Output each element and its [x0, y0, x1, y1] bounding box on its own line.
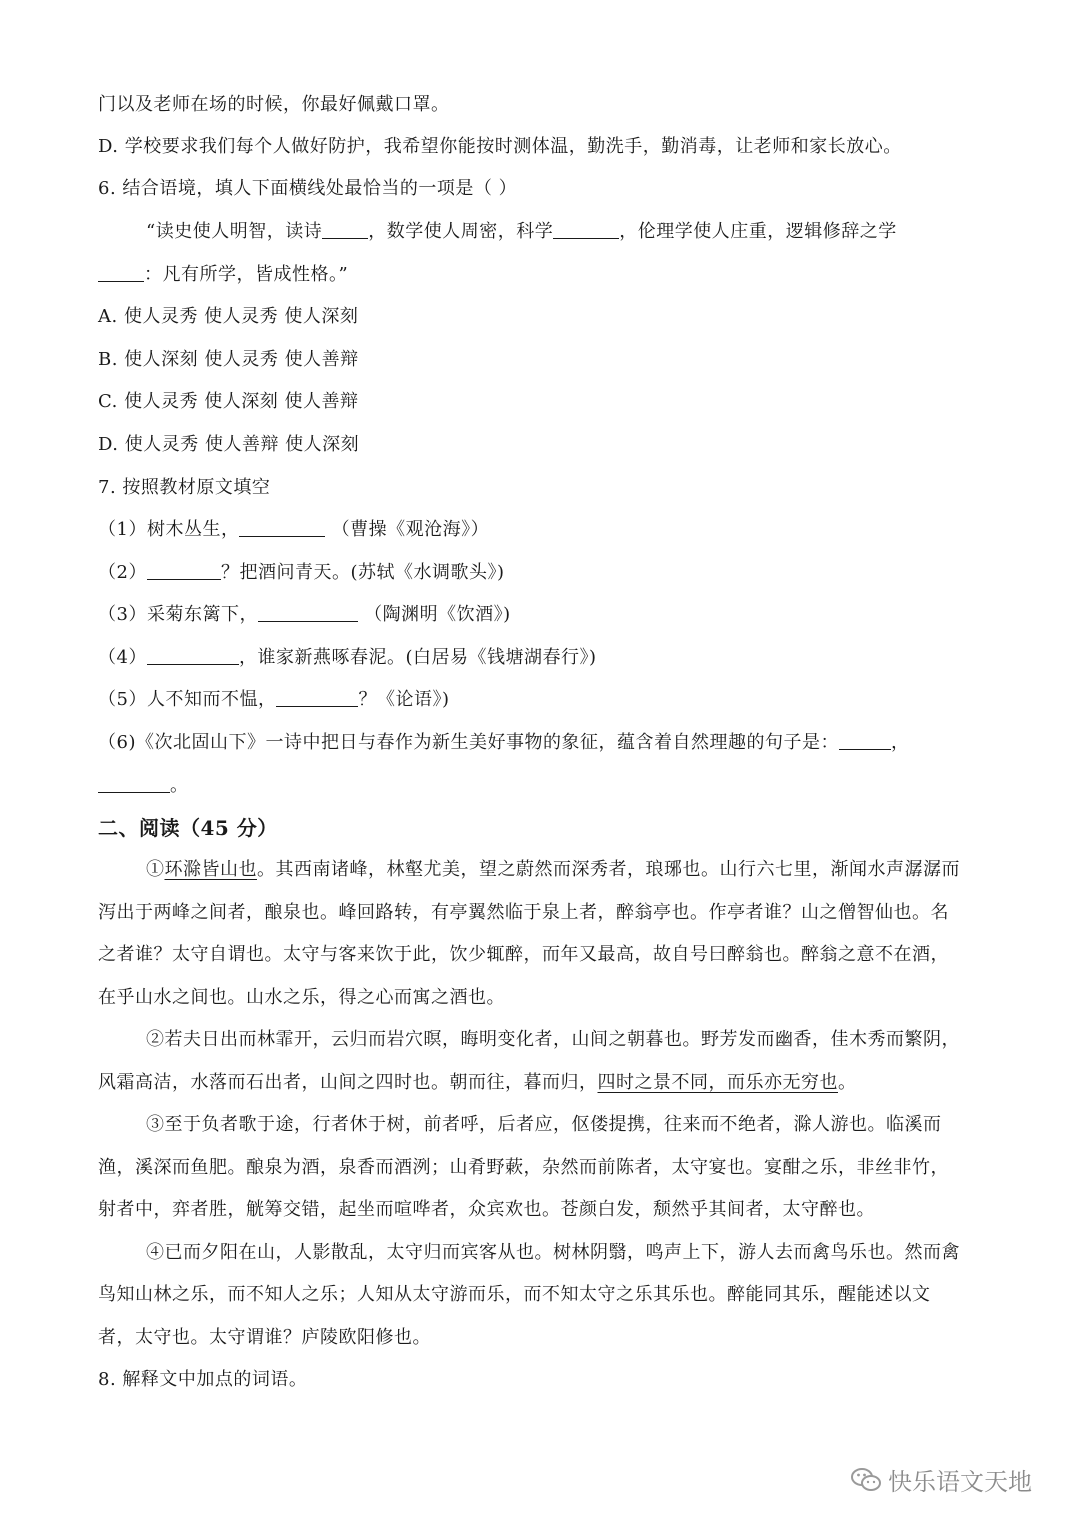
- text-line: 门以及老师在场的时候，你最好佩戴口罩。: [98, 94, 450, 115]
- paragraph-1-line: 在乎山水之间也。山水之乐，得之心而寓之酒也。: [98, 987, 505, 1008]
- blank-line: [147, 561, 221, 580]
- section-heading: 二、阅读（45 分）: [98, 816, 278, 840]
- wechat-icon: [850, 1467, 882, 1493]
- para-text: 。: [838, 1072, 857, 1093]
- para-number: ①: [146, 859, 165, 880]
- blank-line: [553, 220, 619, 239]
- fill-item-1: [98, 517, 489, 543]
- paragraph-4-line: 者，太守也。太守谓谁？庐陵欧阳修也。: [98, 1327, 431, 1348]
- underlined-text: 环滁皆山也: [164, 859, 257, 880]
- watermark-text: 快乐语文天地: [888, 1468, 1032, 1496]
- paragraph-3: ③至于负者歌于途，行者休于树，前者呼，后者应，伛偻提携，往来而不绝者，滁人游也。临溪而: [146, 1114, 942, 1135]
- para-text: 。其西南诸峰，林壑尤美，望之蔚然而深秀者，琅琊也。山行六七里，渐闻水声潺潺而: [257, 859, 960, 880]
- paragraph-1-line: 之者谁？太守自谓也。太守与客来饮于此，饮少辄醉，而年又最高，故自号曰醉翁也。醉翁之意不在酒，: [98, 944, 949, 965]
- blank-line: [839, 731, 891, 750]
- paragraph-1-line: 泻出于两峰之间者，酿泉也。峰回路转，有亭翼然临于泉上者，醉翁亭也。作亭者谁？山之僧智仙也。名: [98, 902, 949, 923]
- option-d: D. 使人灵秀 使人善辩 使人深刻: [98, 434, 360, 455]
- passage-text: “读史使人明智，读诗: [146, 221, 323, 242]
- question-6-passage: [146, 219, 897, 245]
- question-8: 8. 解释文中加点的词语。: [98, 1369, 308, 1390]
- fill-item-6-cont: [98, 773, 189, 799]
- option-c: C. 使人灵秀 使人深刻 使人善辩: [98, 391, 359, 412]
- item-source: ？把酒问青天。(苏轼《水调歌头》): [220, 562, 505, 583]
- item-source: ？《论语》): [358, 689, 450, 710]
- fill-item-5: [98, 687, 449, 713]
- question-6: 6. 结合语境，填人下面横线处最恰当的一项是（ ）: [98, 178, 518, 199]
- item-text: 。: [170, 775, 189, 796]
- item-source: （陶渊明《饮酒》): [357, 604, 511, 625]
- paragraph-3-line: 渔，溪深而鱼肥。酿泉为酒，泉香而酒洌；山肴野蔌，杂然而前陈者，太守宴也。宴酣之乐，非丝非竹，: [98, 1157, 949, 1178]
- passage-text: ，伦理学使人庄重，逻辑修辞之学: [619, 221, 897, 242]
- item-text: （5）人不知而不愠，: [98, 689, 277, 710]
- paragraph-4: ④已而夕阳在山，人影散乱，太守归而宾客从也。树林阴翳，鸣声上下，游人去而禽鸟乐也。然而禽: [146, 1242, 960, 1263]
- paragraph-1: [146, 857, 960, 883]
- paragraph-2: ②若夫日出而林霏开，云归而岩穴暝，晦明变化者，山间之朝暮也。野芳发而幽香，佳木秀而繁阴，: [146, 1029, 960, 1050]
- question-6-passage-cont: [98, 262, 348, 288]
- fill-item-2: [98, 560, 505, 586]
- paragraph-3-line: 射者中，弈者胜，觥筹交错，起坐而喧哗者，众宾欢也。苍颜白发，颓然乎其间者，太守醉也。: [98, 1199, 875, 1220]
- item-text: ，: [890, 732, 910, 753]
- passage-text: ，数学使人周密，科学: [368, 221, 554, 242]
- blank-line: [98, 774, 170, 793]
- item-text: （4）: [98, 647, 147, 668]
- blank-line: [258, 603, 358, 622]
- fill-item-6: [98, 730, 909, 756]
- underlined-text: 四时之景不同，而乐亦无穷也: [597, 1072, 838, 1093]
- para-text: 风霜高洁，水落而石出者，山间之四时也。朝而往，暮而归，: [98, 1072, 598, 1093]
- item-source: ，谁家新燕啄春泥。(白居易《钱塘湖春行》): [238, 647, 597, 668]
- fill-item-3: [98, 602, 511, 628]
- blank-line: [147, 646, 239, 665]
- passage-text: ：凡有所学，皆成性格。”: [144, 264, 349, 285]
- blank-line: [98, 263, 144, 282]
- item-text: （6)《次北固山下》一诗中把日与春作为新生美好事物的象征，蕴含着自然理趣的句子是：: [98, 732, 839, 753]
- blank-line: [276, 688, 358, 707]
- item-text: （1）树木丛生，: [98, 519, 240, 540]
- item-text: （2）: [98, 562, 147, 583]
- item-text: （3）采菊东篱下，: [98, 604, 258, 625]
- fill-item-4: [98, 645, 597, 671]
- paragraph-2-line: [98, 1070, 857, 1096]
- option-a: A. 使人灵秀 使人灵秀 使人深刻: [98, 306, 359, 327]
- item-source: （曹操《观沧海》）: [325, 519, 490, 540]
- blank-line: [322, 220, 368, 239]
- option-b: B. 使人深刻 使人灵秀 使人善辩: [98, 349, 359, 370]
- blank-line: [239, 518, 325, 537]
- option-d-prev: D. 学校要求我们每个人做好防护，我希望你能按时测体温，勤洗手，勤消毒，让老师和家长放心。: [98, 136, 902, 157]
- paragraph-4-line: 鸟知山林之乐，而不知人之乐；人知从太守游而乐，而不知太守之乐其乐也。醉能同其乐，醒能述以文: [98, 1284, 931, 1305]
- question-7: 7. 按照教材原文填空: [98, 477, 271, 498]
- watermark: [850, 1462, 1032, 1497]
